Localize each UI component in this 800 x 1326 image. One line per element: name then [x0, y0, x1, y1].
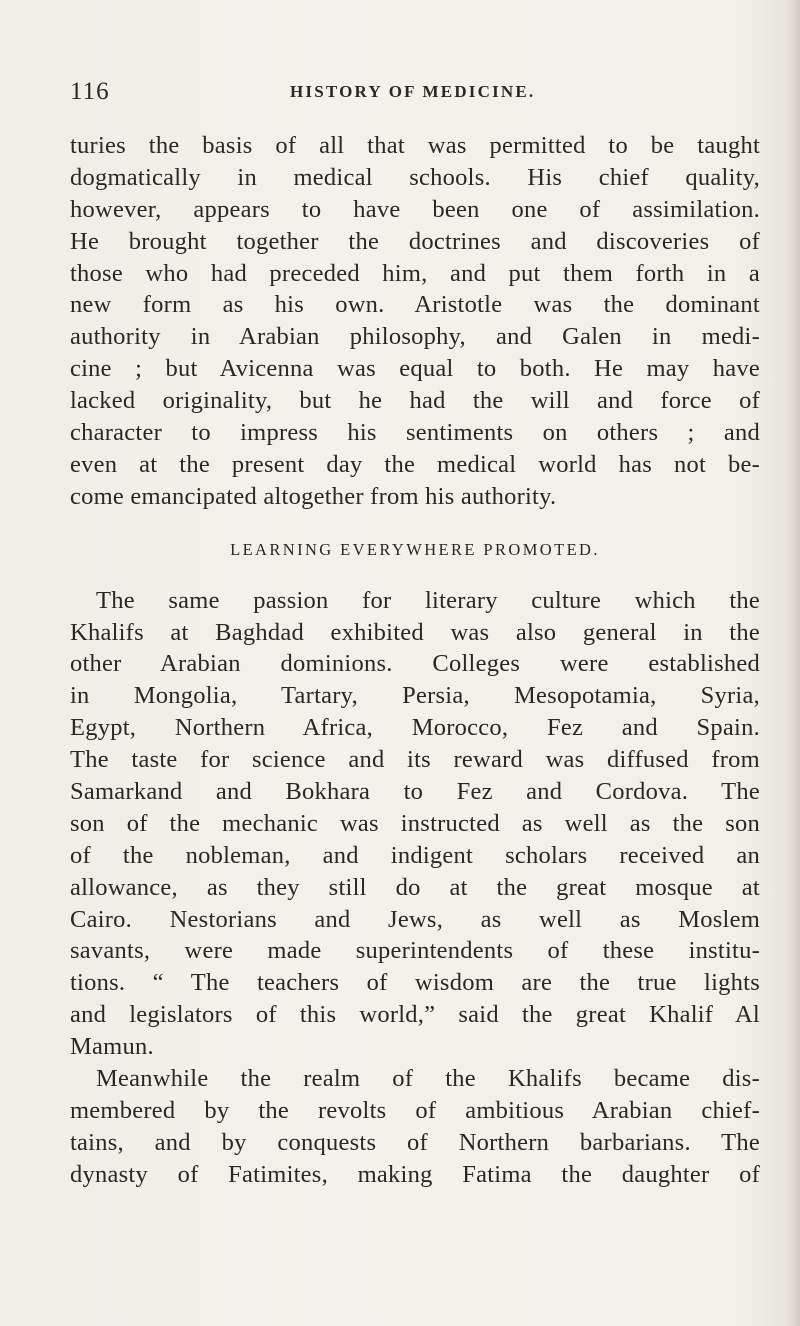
text-line: tions. “ The teachers of wisdom are the true lights	[70, 969, 760, 997]
text-line: authority in Arabian philosophy, and Galen in medi-	[70, 323, 760, 351]
body-text	[70, 130, 760, 1191]
text-line: The same passion for literary culture which the	[96, 586, 760, 614]
text-line: however, appears to have been one of assimilation.	[70, 195, 760, 223]
text-line: come emancipated altogether from his authority.	[70, 482, 557, 510]
text-line: of the nobleman, and indigent scholars received an	[70, 841, 760, 869]
text-line: lacked originality, but he had the will and force of	[70, 387, 760, 415]
text-line: new form as his own. Aristotle was the dominant	[70, 291, 760, 319]
section-heading: LEARNING EVERYWHERE PROMOTED.	[230, 539, 600, 559]
text-line: Samarkand and Bokhara to Fez and Cordova. The	[70, 778, 760, 806]
paragraph-3	[70, 1063, 760, 1191]
text-line: Khalifs at Baghdad exhibited was also general in the	[70, 618, 760, 646]
text-line: Egypt, Northern Africa, Morocco, Fez and Spain.	[70, 714, 760, 742]
text-line: and legislators of this world,” said the great Khalif Al	[70, 1001, 760, 1029]
text-line: dynasty of Fatimites, making Fatima the daughter of	[70, 1160, 760, 1188]
text-line: Cairo. Nestorians and Jews, as well as Moslem	[70, 905, 760, 933]
text-line: in Mongolia, Tartary, Persia, Mesopotamia, Syria,	[70, 682, 760, 710]
text-line: son of the mechanic was instructed as well as the son	[70, 809, 760, 837]
running-title: HISTORY OF MEDICINE.	[290, 82, 536, 101]
text-line: Mamun.	[70, 1033, 154, 1061]
text-line: other Arabian dominions. Colleges were established	[70, 650, 760, 678]
page-edge-shadow	[786, 0, 800, 1326]
text-line: Meanwhile the realm of the Khalifs became dis-	[96, 1065, 760, 1093]
page-number: 116	[70, 78, 110, 105]
text-line: cine ; but Avicenna was equal to both. He may have	[70, 355, 760, 383]
text-line: tains, and by conquests of Northern barbarians. The	[70, 1128, 760, 1156]
text-line: allowance, as they still do at the great mosque at	[70, 873, 760, 901]
text-line: He brought together the doctrines and discoveries of	[70, 227, 760, 255]
running-head	[70, 78, 760, 108]
text-line: character to impress his sentiments on others ; and	[70, 419, 760, 447]
text-line: The taste for science and its reward was diffused from	[70, 746, 760, 774]
text-line: turies the basis of all that was permitted to be taught	[70, 132, 760, 159]
paragraph-2	[70, 585, 760, 1063]
text-line: dogmatically in medical schools. His chief quality,	[70, 163, 760, 191]
text-line: savants, were made superintendents of these institu-	[70, 937, 760, 965]
paragraph-1	[70, 130, 760, 513]
text-line: those who had preceded him, and put them forth in a	[70, 259, 760, 287]
text-line: even at the present day the medical world has not be-	[70, 450, 760, 478]
text-line: membered by the revolts of ambitious Arabian chief-	[70, 1096, 760, 1124]
